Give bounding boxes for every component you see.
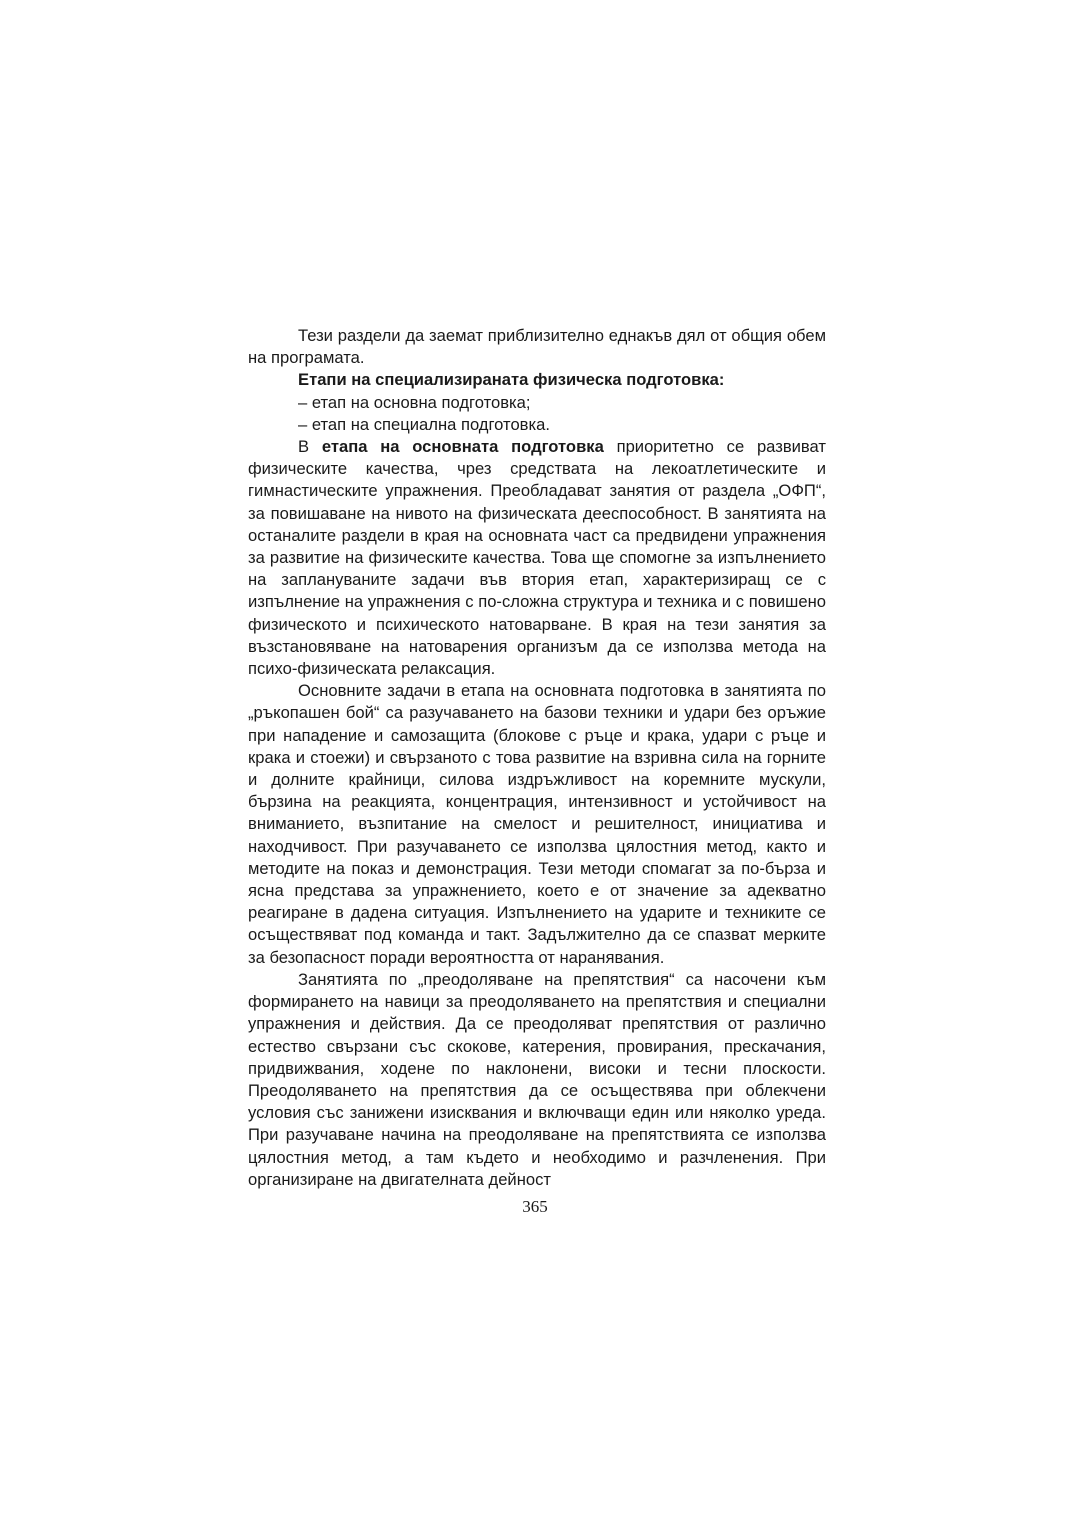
- paragraph-basic-stage-prefix: В: [298, 437, 322, 457]
- section-heading: Етапи на специализираната физическа подготовка:: [298, 370, 725, 390]
- page-number: 365: [522, 1197, 548, 1216]
- paragraph-hand-to-hand: Основните задачи в етапа на основната подготовка в занятията по „ръкопашен бой“ са разучаването на базови техники и удари без оръжие при нападение и самозащита (блокове с ръце и крака, удари с ръце и крака и стоежи) и свързаното с това развитие на взривна сила на горните и долните крайници, силова издръжливост на коремните мускули, бързина на реакцията, концентрация, интензивност и устойчивост на вниманието, възпитание на смелост и решителност, инициатива и находчивост. При разучаването се използва цялостния метод, както и методите на показ и демонстрация. Тези методи спомагат за по-бърза и ясна представа за упражнението, което е от значение за адекватно реагиране в дадена ситуация. Изпълнението на ударите и техниките се осъществяват под команда и такт. Задължително да се спазват мерките за безопасност поради вероятността от наранявания.: [248, 681, 826, 967]
- paragraph-basic-stage-rest: приоритетно се развиват физическите качества, чрез средствата на лекоатлетическите и гимнастическите упражнения. Преобладават занятия от раздела „ОФП“, за повишаване на нивото на физическата дееспособност. В занятията на останалите раздели в края на основната част са предвидени упражнения за развитие на физическите качества. Това ще спомогне за изпълнението на заплануваните задачи във втория етап, характеризиращ се с изпълнение на упражнения с по-сложна структура и техника и с повишено физическото и психическото натоварване. В края на тези занятия за възстановяване на натоварения организъм да се използва метода на психо-физическата релаксация.: [248, 437, 826, 679]
- paragraph-basic-stage-bold: етапа на основната подготовка: [321, 437, 604, 457]
- paragraph-basic-stage: [248, 436, 826, 680]
- body-text: [248, 325, 826, 1191]
- paragraph-obstacles: Занятията по „преодоляване на препятствия“ са насочени към формирането на навици за преодоляването на препятствия и специални упражнения и действия. Да се преодоляват препятствия от различно естество свързани със скокове, катерения, провирания, прескачания, придвижвания, ходене по наклонени, високи и тесни плоскости. Преодоляването на препятствия да се осъществява при облекчени условия със занижени изисквания и включващи един или няколко уреда. При разучаване начина на преодоляване на препятствията се използва цялостния метод, а там където и необходимо и разчленения. При организиране на двигателната дейност: [248, 969, 826, 1189]
- list-item: – етап на специална подготовка.: [298, 414, 550, 434]
- list-item: – етап на основна подготовка;: [298, 392, 531, 412]
- paragraph-intro: Тези раздели да заемат приблизително еднакъв дял от общия обем на програмата.: [248, 326, 826, 368]
